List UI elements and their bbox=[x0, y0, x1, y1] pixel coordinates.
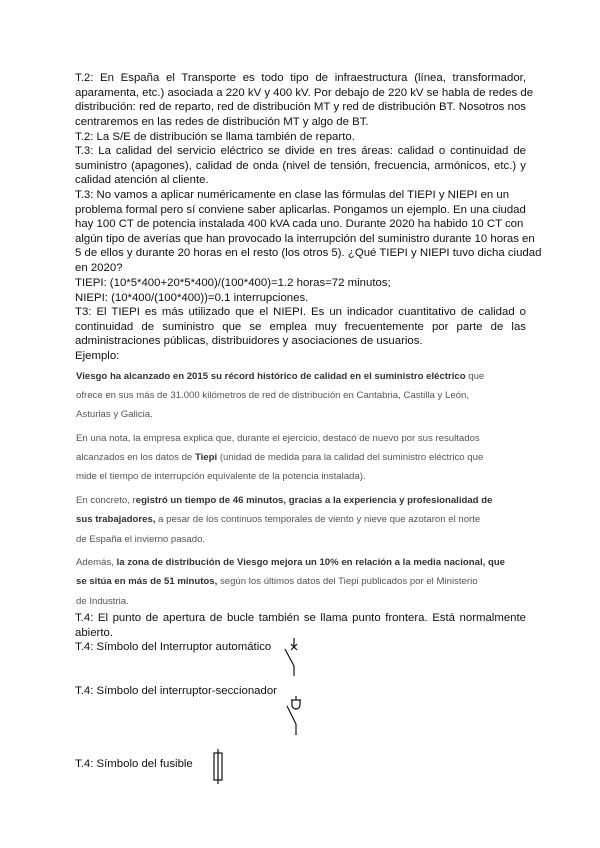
text-line bbox=[76, 467, 536, 486]
text-line bbox=[76, 386, 536, 405]
text: alcanzados en los datos de bbox=[76, 452, 195, 464]
bold-text: sus trabajadores, bbox=[76, 514, 156, 526]
viesgo-excerpt bbox=[76, 367, 536, 615]
circuit-breaker-symbol-icon bbox=[278, 636, 304, 678]
text-line: problema formal pero sí conviene saber aplicarlas. Pongamos un ejemplo. En una ciudad bbox=[75, 203, 526, 216]
text-line bbox=[76, 553, 536, 572]
text-line: suministro (apagones), calidad de onda (nivel de tensión, frecuencia, armónicos, etc.) y bbox=[75, 159, 526, 172]
text-line bbox=[76, 491, 536, 510]
note-t4-fusible bbox=[75, 757, 526, 772]
text-line: NIEPI: (10*400/(100*400))=0.1 interrupciones. bbox=[75, 292, 309, 304]
note-t2-se bbox=[75, 130, 526, 145]
text: ofrece en sus más de 31.000 kilómetros de red de distribución en Cantabria, Castilla y León, bbox=[76, 390, 470, 402]
text-line: T.4: Símbolo del fusible bbox=[75, 758, 193, 770]
text-line: calidad atención al cliente. bbox=[75, 174, 209, 187]
text-line: TIEPI: (10*5*400+20*5*400)/(100*400)=1.2 horas=72 minutos; bbox=[75, 277, 391, 289]
text-line bbox=[76, 367, 536, 386]
text: de Industria. bbox=[76, 595, 129, 607]
text-line: algún tipo de averías que han provocado la interrupción del suministro durante 10 horas en bbox=[75, 232, 535, 245]
switch-disconnector-symbol-icon bbox=[283, 694, 305, 736]
text: Además, bbox=[76, 557, 117, 569]
text-line: distribución: red de reparto, red de distribución MT y red de distribución BT. Nosotros nos bbox=[75, 101, 526, 114]
text-line: hay 100 CT de potencia instalada 400 kVA cada uno. Durante 2020 ha habido 10 CT con bbox=[75, 218, 524, 231]
text-line bbox=[76, 429, 536, 448]
bold-text: la zona de distribución de Viesgo mejora un 10% en relación a la media nacional, que bbox=[116, 557, 506, 569]
text-line: administraciones públicas, distribuidores y asociaciones de usuarios. bbox=[75, 335, 423, 348]
bold-text: egistró un tiempo de 46 minutos, gracias a la experiencia y profesionalidad de bbox=[135, 495, 493, 507]
text-line: T.4: Símbolo del Interruptor automático bbox=[75, 641, 272, 653]
text-line: 5 de ellos y durante 20 horas en el resto (los otros 5). ¿Qué TIEPI y NIEPI tuvo dicha ciudad bbox=[75, 247, 542, 260]
text-line: T.4: El punto de apertura de bucle también se llama punto frontera. Está normalmente bbox=[75, 612, 526, 624]
text: de España el invierno pasado. bbox=[76, 533, 206, 545]
text: según los últimos datos del Tiepi publicados por el Ministerio bbox=[217, 576, 478, 588]
note-niepi bbox=[75, 291, 526, 306]
text-line bbox=[76, 572, 536, 591]
note-t3-tiepi bbox=[75, 305, 526, 349]
text: que bbox=[465, 371, 485, 382]
text: (unidad de medida para la calidad del suministro eléctrico que bbox=[217, 452, 484, 464]
text-line: T.2: En España el Transporte es todo tipo de infraestructura (línea, transformador, bbox=[75, 72, 526, 84]
fuse-symbol-icon bbox=[211, 749, 225, 785]
note-tiepi bbox=[75, 276, 526, 291]
text-line: T.3: No vamos a aplicar numéricamente en clase las fórmulas del TIEPI y NIEPI en un bbox=[75, 189, 510, 201]
text-line: T.2: La S/E de distribución se llama también de reparto. bbox=[75, 131, 355, 143]
text-line: continuidad de suministro que se emplea muy frecuentemente por parte de las bbox=[75, 320, 526, 333]
text-line bbox=[76, 510, 536, 529]
text-line: T.4: Símbolo del interruptor-seccionador bbox=[75, 685, 277, 697]
note-ejemplo bbox=[75, 349, 526, 364]
excerpt-paragraph bbox=[76, 429, 536, 487]
text-line: T3: El TIEPI es más utilizado que el NIEPI. Es un indicador cuantitativo de calidad o bbox=[75, 306, 526, 318]
text-line: aparamenta, etc.) asociada a 220 kV y 400 kV. Por debajo de 220 kV se habla de redes de bbox=[75, 86, 534, 99]
text: Asturias y Galicia. bbox=[76, 409, 153, 421]
bold-text: Viesgo ha alcanzado en 2015 su récord histórico de calidad en el suministro eléctrico bbox=[76, 371, 466, 382]
text: En una nota, la empresa explica que, durante el ejercicio, destacó de nuevo por sus resultados bbox=[76, 433, 480, 445]
text-line: abierto. bbox=[75, 626, 113, 639]
bold-text: Tiepi bbox=[194, 452, 218, 464]
text-line: Ejemplo: bbox=[75, 350, 120, 362]
text-line bbox=[76, 592, 536, 611]
text-line bbox=[76, 448, 536, 467]
bold-text: se sitúa en más de 51 minutos, bbox=[76, 576, 218, 588]
text-line bbox=[76, 530, 536, 549]
excerpt-paragraph bbox=[76, 553, 536, 611]
text-line: centraremos en las redes de distribución MT y algo de BT. bbox=[75, 115, 369, 128]
text-line bbox=[76, 405, 536, 424]
text: En concreto, r bbox=[76, 495, 136, 507]
excerpt-paragraph bbox=[76, 491, 536, 549]
excerpt-paragraph bbox=[76, 367, 536, 425]
note-t3-calidad bbox=[75, 144, 526, 188]
text-line: en 2020? bbox=[75, 261, 123, 274]
note-t2-transporte bbox=[75, 71, 534, 129]
text-line: T.3: La calidad del servicio eléctrico se divide en tres áreas: calidad o continuidad de bbox=[75, 145, 526, 157]
note-t3-ejemplo bbox=[75, 188, 542, 276]
text: a pesar de los continuos temporales de viento y nieve que azotaron el norte bbox=[155, 514, 481, 526]
text: mide el tiempo de interrupción equivalente de la potencia instalada). bbox=[76, 471, 366, 483]
